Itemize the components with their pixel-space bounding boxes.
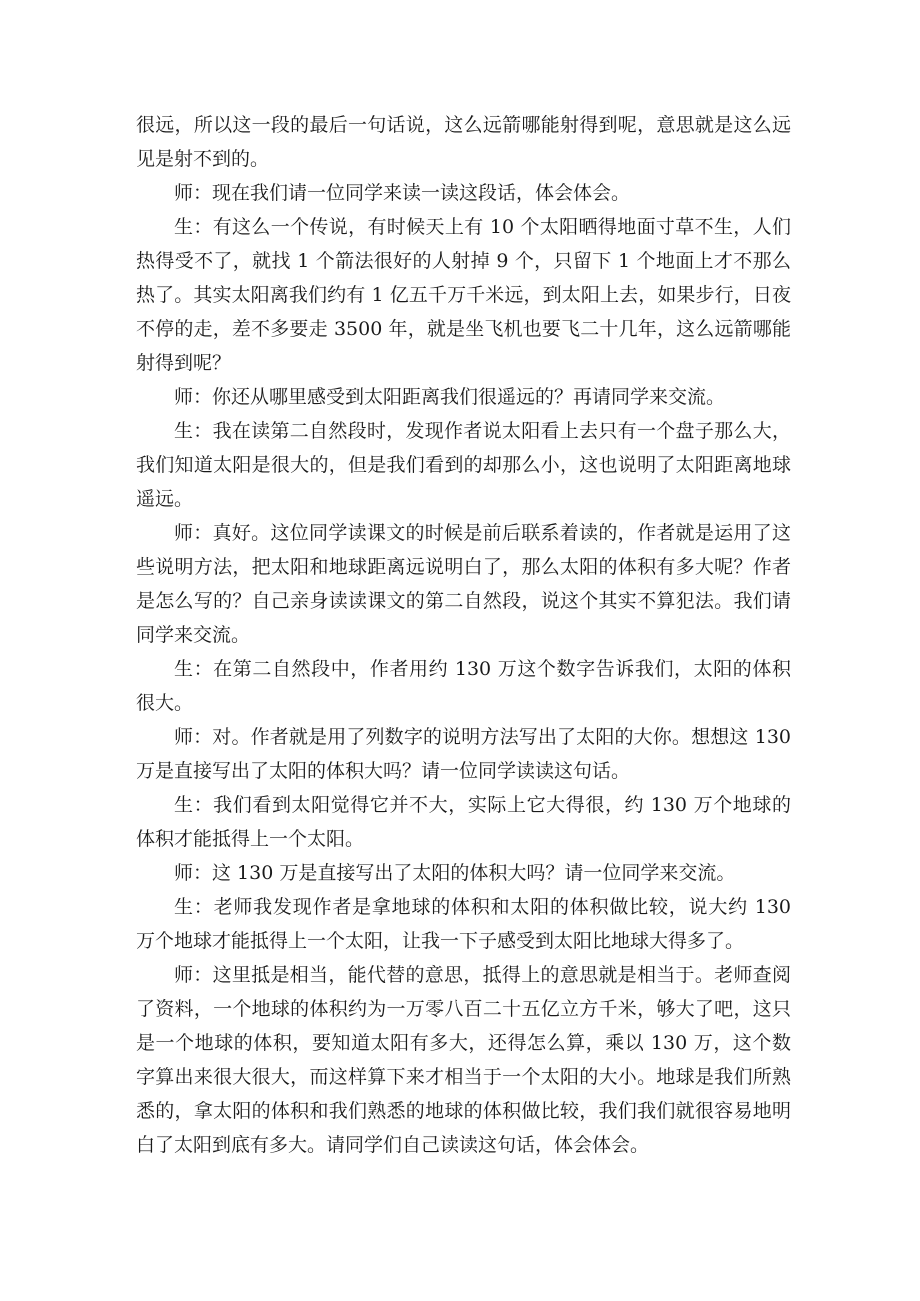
paragraph-student-1: 生：有这么一个传说，有时候天上有 10 个太阳晒得地面寸草不生，人们热得受不了，就找 1 个箭法很好的人射掉 9 个，只留下 1 个地面上才不那么热了。其实太阳离我们约有 1 亿五千万千米远，到太阳上去，如果步行，日夜不停的走，差不多要走 3500 年，就是坐飞机也要飞二十几年，这么远箭哪能射得到呢？ [136, 216, 791, 374]
paragraph-teacher-1: 师：现在我们请一位同学来读一读这段话，体会体会。 [174, 182, 631, 204]
document-body [136, 108, 791, 1162]
paragraph-teacher-2: 师：你还从哪里感受到太阳距离我们很遥远的？再请同学来交流。 [174, 386, 726, 408]
paragraph-teacher-5: 师：这 130 万是直接写出了太阳的体积大吗？请一位同学来交流。 [174, 862, 736, 884]
paragraph-student-5: 生：老师我发现作者是拿地球的体积和太阳的体积做比较，说大约 130 万个地球才能抵得上一个太阳，让我一下子感受到太阳比地球大得多了。 [136, 896, 791, 952]
paragraph-teacher-3: 师：真好。这位同学读课文的时候是前后联系着读的，作者就是运用了这些说明方法，把太阳和地球距离远说明白了，那么太阳的体积有多大呢？作者是怎么写的？自己亲身读读课文的第二自然段，说这个其实不算犯法。我们请同学来交流。 [136, 522, 791, 646]
paragraph-student-2: 生：我在读第二自然段时，发现作者说太阳看上去只有一个盘子那么大，我们知道太阳是很大的，但是我们看到的却那么小，这也说明了太阳距离地球遥远。 [136, 420, 791, 510]
paragraph-teacher-4: 师：对。作者就是用了列数字的说明方法写出了太阳的大你。想想这 130 万是直接写出了太阳的体积大吗？请一位同学读读这句话。 [136, 726, 791, 782]
paragraph-teacher-6: 师：这里抵是相当，能代替的意思，抵得上的意思就是相当于。老师查阅了资料，一个地球的体积约为一万零八百二十五亿立方千米，够大了吧，这只是一个地球的体积，要知道太阳有多大，还得怎么算，乘以 130 万，这个数字算出来很大很大，而这样算下来才相当于一个太阳的大小。地球是我们所熟悉的，拿太阳的体积和我们熟悉的地球的体积做比较，我们我们就很容易地明白了太阳到底有多大。请同学们自己读读这句话，体会体会。 [136, 964, 791, 1156]
paragraph-continuation: 很远，所以这一段的最后一句话说，这么远箭哪能射得到呢，意思就是这么远见是射不到的。 [136, 114, 791, 170]
paragraph-student-3: 生：在第二自然段中，作者用约 130 万这个数字告诉我们，太阳的体积很大。 [136, 658, 791, 714]
paragraph-student-4: 生：我们看到太阳觉得它并不大，实际上它大得很，约 130 万个地球的体积才能抵得上一个太阳。 [136, 794, 791, 850]
